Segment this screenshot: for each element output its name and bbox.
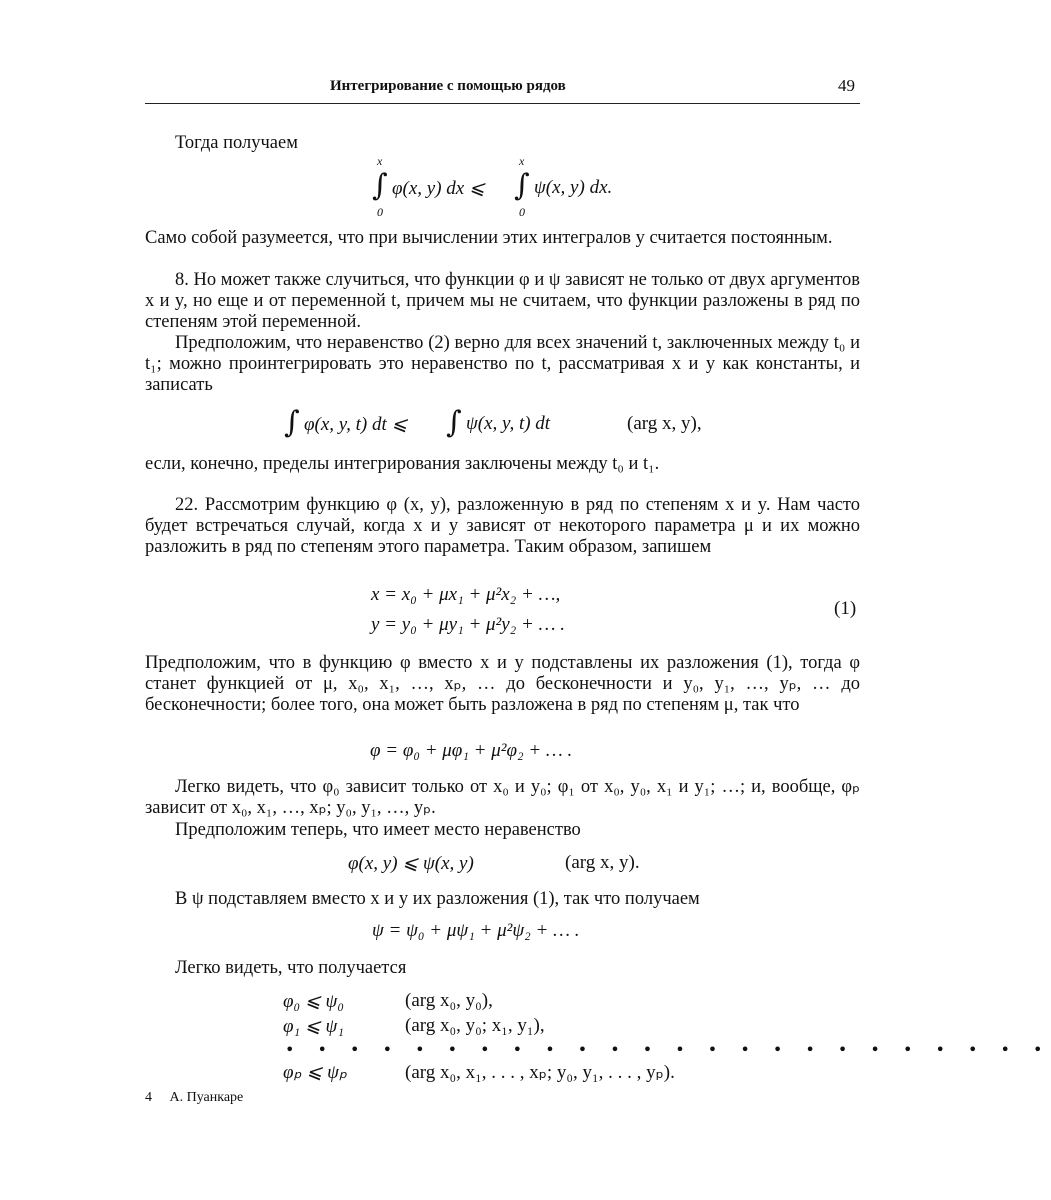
- integral-lower-limit-2: 0: [519, 205, 525, 219]
- paragraph-constant: Само собой разумеется, что при вычислении этих интегралов y считается постоянным.: [145, 228, 833, 248]
- integral-t-lhs: φ(x, y, t) dt ⩽: [304, 414, 408, 435]
- footer-signature: [145, 1090, 243, 1106]
- equation-psi-series: ψ = ψ₀ + μψ₁ + μ²ψ₂ + … .: [372, 920, 580, 941]
- integral-sign-t-2: ∫: [446, 405, 462, 440]
- paragraph-substitution: Предположим, что в функцию φ вместо x и y подставлены их разложения (1), тогда φ станет функцией от μ, x₀, x₁, …, xₚ, … до бесконечности и y₀, y₁, …, yₚ, … до бесконечности; более того, она может быть разложена в ряд по степеням μ, так что: [145, 653, 860, 715]
- signature-number: 4: [145, 1090, 152, 1105]
- phi-psi-inequality: φ(x, y) ⩽ ψ(x, y): [348, 853, 474, 874]
- integral-upper-limit-2: x: [519, 154, 525, 168]
- integral-t-condition: (arg x, y),: [627, 413, 702, 434]
- integral-upper-limit: x: [377, 154, 383, 168]
- page-number: 49: [838, 76, 855, 95]
- integral-sign: ∫: [372, 168, 388, 203]
- header-rule: [145, 103, 860, 104]
- running-header-title: Интегрирование с помощью рядов: [330, 78, 566, 94]
- expansion-y: y = y₀ + μy₁ + μ²y₂ + … .: [371, 614, 565, 635]
- inequality-row-0-condition: (arg x₀, y₀),: [405, 990, 493, 1011]
- equation-phi-series: φ = φ₀ + μφ₁ + μ²φ₂ + … .: [370, 740, 573, 761]
- paragraph-22: 22. Рассмотрим функцию φ (x, y), разложенную в ряд по степеням x и y. Нам часто будет встречаться случай, когда x и y зависят от некоторого параметра μ и их можно разложить в ряд по степеням этого параметра. Таким образом, запишем: [145, 495, 860, 557]
- paragraph-then-we-get: Тогда получаем: [175, 133, 298, 153]
- inequality-row-p: φₚ ⩽ ψₚ: [283, 1062, 348, 1083]
- paragraph-limits: если, конечно, пределы интегрирования заключены между t₀ и t₁.: [145, 454, 660, 474]
- integral-sign-2: ∫: [514, 168, 530, 203]
- paragraph-easy-to-see-2: Легко видеть, что получается: [175, 958, 407, 978]
- inequality-row-p-condition: (arg x₀, x₁, . . . , xₚ; y₀, y₁, . . . , yₚ).: [405, 1062, 675, 1083]
- paragraph-easy-to-see-1: Легко видеть, что φ₀ зависит только от x₀ и y₀; φ₁ от x₀, y₀, x₁ и y₁; …; и, вообще, φₚ зависит от x₀, x₁, …, xₚ; y₀, y₁, …, yₚ.: [145, 777, 860, 818]
- inequality-row-1-condition: (arg x₀, y₀; x₁, y₁),: [405, 1015, 545, 1036]
- expansion-x: x = x₀ + μx₁ + μ²x₂ + …,: [371, 584, 561, 605]
- equation-number-1: (1): [834, 598, 857, 619]
- paragraph-8: 8. Но может также случиться, что функции φ и ψ зависят не только от двух аргументов x и y, но еще и от переменной t, причем мы не считаем, что функции разложены в ряд по степеням этой переменной.: [145, 270, 860, 332]
- integral-lhs: φ(x, y) dx ⩽: [392, 178, 485, 199]
- phi-psi-condition: (arg x, y).: [565, 852, 640, 873]
- signature-author: А. Пуанкаре: [169, 1090, 244, 1105]
- integral-t-rhs: ψ(x, y, t) dt: [466, 413, 551, 434]
- integral-sign-t: ∫: [284, 405, 300, 440]
- paragraph-suppose-inequality: Предположим, что неравенство (2) верно для всех значений t, заключенных между t₀ и t₁; можно проинтегрировать это неравенство по t, рассматривая x и y как константы, и записать: [145, 333, 860, 395]
- integral-rhs: ψ(x, y) dx.: [534, 177, 613, 198]
- ellipsis-row: • • • • • • • • • • • • • • • • • • • • • • • •: [285, 1040, 1051, 1059]
- integral-lower-limit: 0: [377, 205, 383, 219]
- inequality-row-0: φ₀ ⩽ ψ₀: [283, 991, 344, 1012]
- inequality-row-1: φ₁ ⩽ ψ₁: [283, 1016, 344, 1037]
- paragraph-in-psi: В ψ подставляем вместо x и y их разложения (1), так что получаем: [175, 889, 700, 909]
- paragraph-suppose-now: Предположим теперь, что имеет место неравенство: [175, 820, 581, 840]
